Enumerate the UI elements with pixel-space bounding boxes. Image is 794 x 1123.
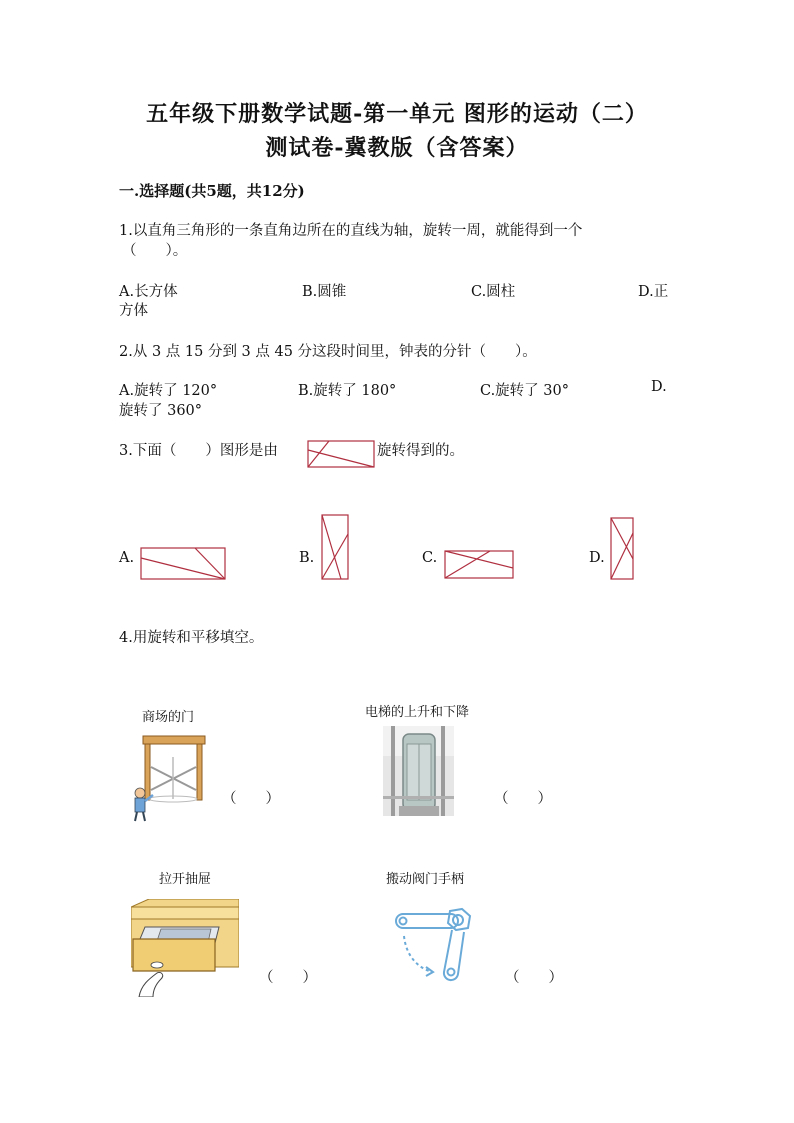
q3-option-b-figure: [321, 514, 349, 580]
q4-item2-label: 电梯的上升和下降: [365, 705, 470, 720]
q4-item4-label: 搬动阀门手柄: [386, 872, 465, 887]
q3-reference-rectangle: [307, 440, 375, 468]
q3-option-a-figure: [140, 547, 226, 580]
q2-option-d[interactable]: D.: [651, 379, 667, 395]
q4-item3-label: 拉开抽屉: [159, 872, 212, 887]
q3-option-c-figure: [444, 550, 514, 579]
q1-text-line2: （ ）。: [122, 243, 188, 259]
q4-item1-label: 商场的门: [142, 710, 195, 725]
q3-option-d[interactable]: D.: [589, 550, 605, 566]
q3-prefix: 3.下面（ ）图形是由: [119, 443, 278, 459]
page-title-line1: 五年级下册数学试题-第一单元 图形的运动（二）: [146, 101, 648, 127]
page-title-line2: 测试卷-冀教版（含答案）: [265, 135, 529, 161]
q4-item3-blank[interactable]: （ ）: [259, 970, 317, 986]
q2-text: 2.从 3 点 15 分到 3 点 45 分这段时间里，钟表的分针（ ）。: [119, 344, 537, 360]
q3-option-d-figure: [610, 517, 634, 580]
q2-option-a[interactable]: A.旋转了 120°: [119, 383, 218, 399]
revolving-door-illustration: [131, 735, 207, 823]
q4-text: 4.用旋转和平移填空。: [119, 630, 264, 646]
q1-text-line1: 1.以直角三角形的一条直角边所在的直线为轴，旋转一周，就能得到一个: [119, 223, 583, 239]
q1-option-a[interactable]: A.长方体: [119, 284, 178, 300]
q1-option-c[interactable]: C.圆柱: [471, 284, 516, 300]
q4-item2-blank[interactable]: （ ）: [494, 791, 552, 807]
q1-option-d[interactable]: D.正: [638, 284, 669, 300]
q3-option-b[interactable]: B.: [299, 550, 315, 566]
section-heading: 一.选择题(共5题，共12分): [119, 182, 305, 200]
q1-option-b[interactable]: B.圆锥: [302, 284, 347, 300]
q4-item4-blank[interactable]: （ ）: [505, 970, 563, 986]
valve-handle-illustration: [392, 906, 476, 984]
q1-option-d-wrap: 方体: [119, 303, 148, 319]
drawer-illustration: [131, 899, 239, 997]
glass-elevator-photo: [383, 726, 454, 816]
q2-option-b[interactable]: B.旋转了 180°: [298, 383, 397, 399]
q2-option-d-wrap: 旋转了 360°: [119, 403, 203, 419]
q4-item1-blank[interactable]: （ ）: [222, 791, 280, 807]
q3-option-c[interactable]: C.: [422, 550, 438, 566]
q2-option-c[interactable]: C.旋转了 30°: [480, 383, 569, 399]
q3-option-a[interactable]: A.: [119, 550, 135, 566]
q3-suffix: 旋转得到的。: [377, 443, 464, 459]
